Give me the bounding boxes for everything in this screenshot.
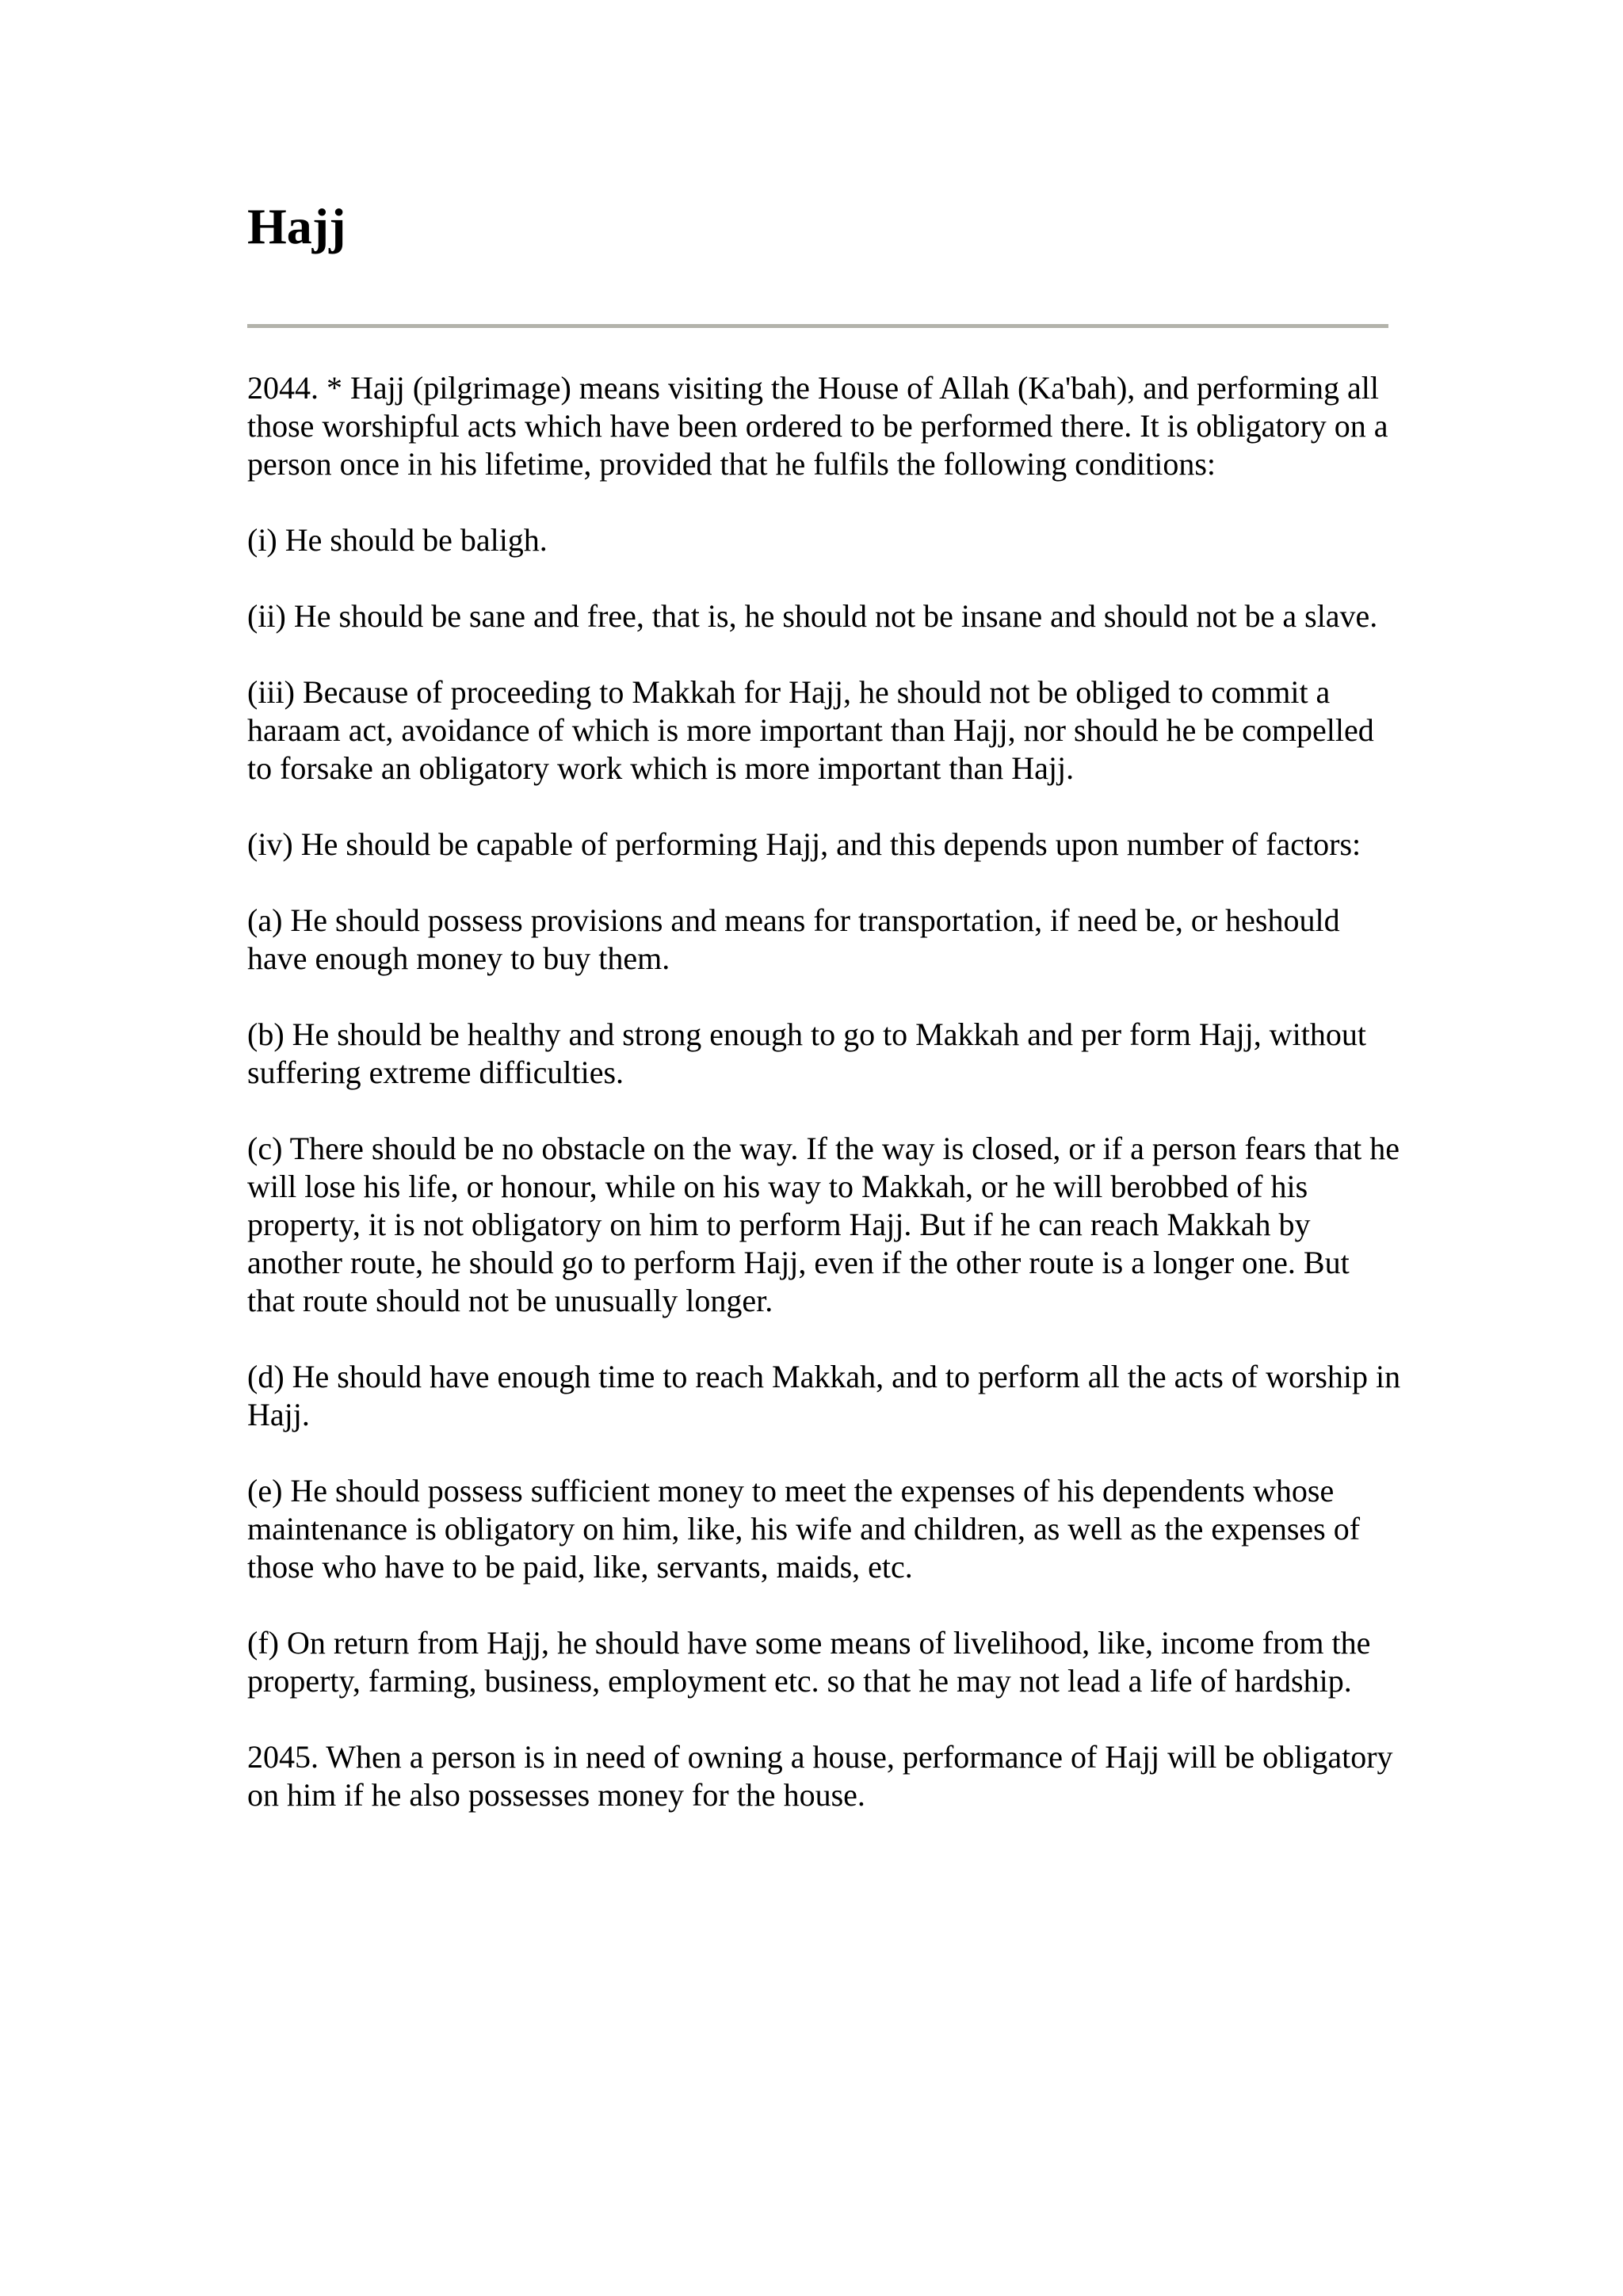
factor-c: (c) There should be no obstacle on the way. If the way is closed, or if a person fears that he will lose his life, or honour, while on his way to Makkah, or he will berobbed of his property, it is not obligatory on him to perform Hajj. But if he can reach Makkah by another route, he should go to perform Hajj, even if the other route is a longer one. But that route should not be unusually longer. [247,1131,1400,1318]
title-divider [247,324,1388,328]
paragraph-2045: 2045. When a person is in need of owning a house, performance of Hajj will be obligatory on him if he also possesses money for the house. [247,1739,1393,1813]
condition-iii: (iii) Because of proceeding to Makkah for Hajj, he should not be obliged to commit a haraam act, avoidance of which is more important than Hajj, nor should he be compelled to forsake an obligatory work which is more important than Hajj. [247,674,1374,786]
page-title: Hajj [247,198,346,254]
factor-f: (f) On return from Hajj, he should have some means of livelihood, like, income from the property, farming, business, employment etc. so that he may not lead a life of hardship. [247,1625,1371,1699]
factor-a: (a) He should possess provisions and means for transportation, if need be, or heshould have enough money to buy them. [247,902,1340,976]
document-body [247,369,1404,1852]
condition-iv: (iv) He should be capable of performing Hajj, and this depends upon number of factors: [247,826,1361,862]
factor-b: (b) He should be healthy and strong enough to go to Makkah and per form Hajj, without suffering extreme difficulties. [247,1016,1366,1090]
condition-ii: (ii) He should be sane and free, that is, he should not be insane and should not be a slave. [247,598,1378,634]
condition-i: (i) He should be baligh. [247,522,548,558]
paragraph-2044: 2044. * Hajj (pilgrimage) means visiting the House of Allah (Ka'bah), and performing all those worshipful acts which have been ordered to be performed there. It is obligatory on a person once in his lifetime, provided that he fulfils the following conditions: [247,370,1388,482]
factor-e: (e) He should possess sufficient money to meet the expenses of his dependents whose maintenance is obligatory on him, like, his wife and children, as well as the expenses of those who have to be paid, like, servants, maids, etc. [247,1473,1361,1585]
factor-d: (d) He should have enough time to reach Makkah, and to perform all the acts of worship in Hajj. [247,1359,1401,1432]
